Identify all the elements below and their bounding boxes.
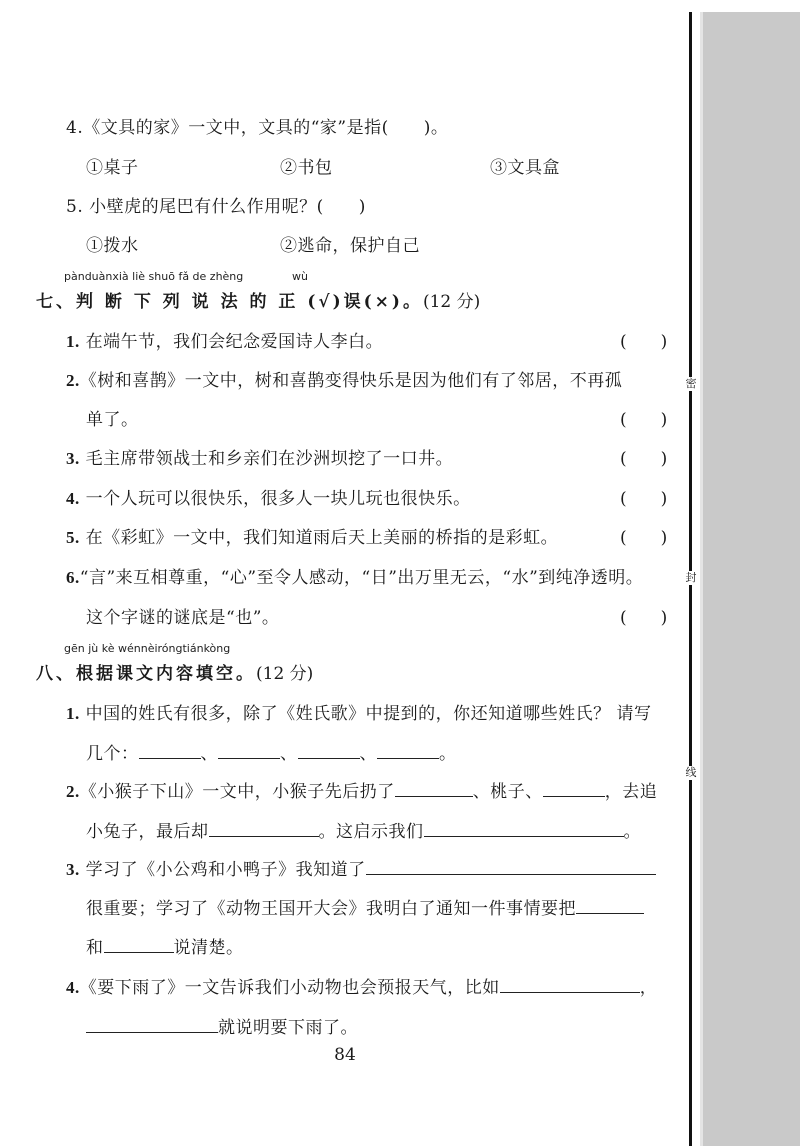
s8-q2-blank-1[interactable] (395, 780, 473, 797)
s8-q3-blank-1[interactable] (366, 858, 656, 875)
section-7-title: 七、判 断 下 列 说 法 的 正 (√)误(×)。(12 分) (36, 292, 481, 312)
s8-q1-line2: 几个： 、 、 、 。 (86, 744, 457, 764)
seal-mark-feng: 封 (685, 571, 697, 584)
binding-strip (703, 12, 800, 1146)
s8-q4-line2: 就说明要下雨了。 (86, 1013, 358, 1038)
s7-item-6-cont: 这个字谜的谜底是“也”。 (86, 608, 280, 628)
s7-answer-2[interactable]: ( ) (620, 410, 668, 430)
s8-q2-blank-2[interactable] (543, 780, 605, 797)
q4-option-3: ③文具盒 (490, 158, 560, 178)
section-8-score: (12 分) (256, 664, 314, 684)
section-7-pinyin: pànduànxià liè shuō fǎ de zhèng (64, 270, 244, 283)
s7-item-3: 3. 毛主席带领战士和乡亲们在沙洲坝挖了一口井。 (66, 449, 454, 469)
s8-q4: 4.《要下雨了》一文告诉我们小动物也会预报天气，比如 ， (66, 978, 658, 998)
s7-answer-6[interactable]: ( ) (620, 608, 668, 628)
section-7-pinyin-2: wù (292, 270, 308, 283)
section-8-title: 八、根据课文内容填空。(12 分) (36, 664, 314, 684)
s8-q3-line2: 很重要；学习了《动物王国开大会》我明白了通知一件事情要把 (86, 894, 644, 919)
seal-mark-mi: 密 (685, 377, 697, 390)
s8-q2: 2.《小猴子下山》一文中，小猴子先后扔了 、桃子、 ，去追 (66, 782, 658, 802)
section-7-score: (12 分) (422, 292, 481, 312)
s7-answer-5[interactable]: ( ) (620, 528, 668, 548)
question-4: 4.《文具的家》一文中，文具的“家”是指( )。 (66, 118, 449, 138)
q4-option-2: ②书包 (280, 158, 333, 178)
s8-q3-line3: 和 说清楚。 (86, 938, 244, 958)
s8-q2-blank-4[interactable] (424, 820, 624, 837)
s8-q4-blank-2[interactable] (86, 1016, 218, 1033)
q5-option-1: ①拨水 (86, 236, 139, 256)
s7-answer-1[interactable]: ( ) (620, 332, 668, 352)
seal-mark-xian: 线 (685, 766, 697, 779)
q5-option-2: ②逃命，保护自己 (280, 236, 420, 256)
s7-item-4: 4. 一个人玩可以很快乐，很多人一块儿玩也很快乐。 (66, 489, 471, 509)
s8-q1: 1. 中国的姓氏有很多，除了《姓氏歌》中提到的，你还知道哪些姓氏？ 请写 (66, 704, 652, 724)
s8-q3-blank-3[interactable] (104, 936, 174, 953)
question-5: 5. 小壁虎的尾巴有什么作用呢？( ) (66, 197, 366, 217)
s7-item-6: 6.“言”来互相尊重，“心”至令人感动，“日”出万里无云，“水”到纯净透明。 (66, 568, 644, 588)
s7-answer-3[interactable]: ( ) (620, 449, 668, 469)
s8-q4-blank-1[interactable] (500, 976, 640, 993)
s8-q2-line2: 小兔子，最后却 。这启示我们 。 (86, 822, 641, 842)
s8-q2-blank-3[interactable] (209, 820, 319, 837)
q4-option-1: ①桌子 (86, 158, 139, 178)
page-number: 84 (334, 1045, 356, 1065)
s8-q1-blank-3[interactable] (298, 742, 360, 759)
s7-answer-4[interactable]: ( ) (620, 489, 668, 509)
s8-q3-blank-2[interactable] (576, 897, 644, 914)
s7-item-2: 2.《树和喜鹊》一文中，树和喜鹊变得快乐是因为他们有了邻居，不再孤 (66, 371, 623, 391)
s7-item-2-cont: 单了。 (86, 410, 139, 430)
s8-q1-blank-1[interactable] (139, 742, 201, 759)
s7-item-1: 1. 在端午节，我们会纪念爱国诗人李白。 (66, 332, 384, 352)
s8-q1-blank-4[interactable] (377, 742, 439, 759)
s8-q1-blank-2[interactable] (218, 742, 280, 759)
section-8-pinyin: gēn jù kè wénnèiróngtiánkòng (64, 642, 231, 655)
s8-q3: 3. 学习了《小公鸡和小鸭子》我知道了 (66, 855, 656, 880)
s7-item-5: 5. 在《彩虹》一文中，我们知道雨后天上美丽的桥指的是彩虹。 (66, 528, 559, 548)
